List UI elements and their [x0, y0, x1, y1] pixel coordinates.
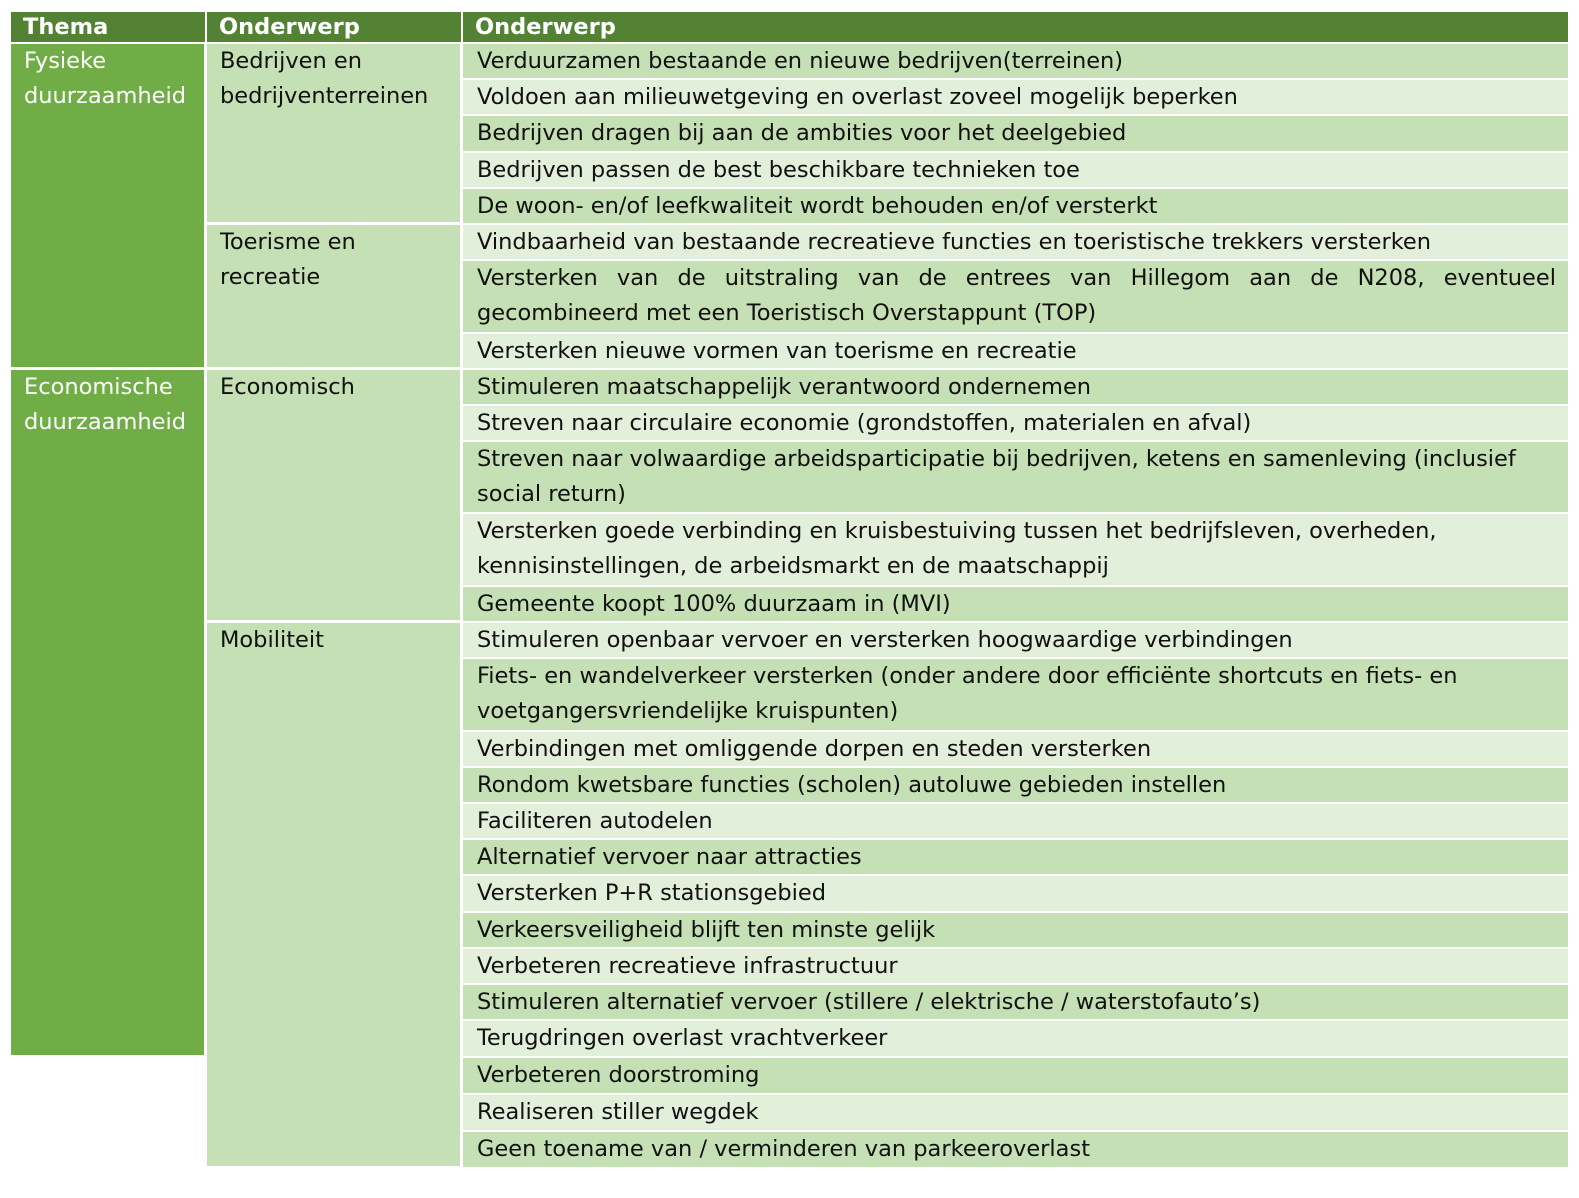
subject-label: Bedrijven en bedrijventerreinen [220, 48, 429, 109]
item-row [463, 840, 1568, 876]
item-text: Terugdringen overlast vrachtverkeer [477, 1025, 888, 1052]
item-row [463, 913, 1568, 949]
item-row [463, 189, 1568, 225]
item-row [463, 949, 1568, 985]
header-thema: Thema [11, 12, 207, 44]
item-text: Versterken nieuwe vormen van toerisme en recreatie [477, 337, 1077, 364]
item-text: Bedrijven dragen bij aan de ambities voor het deelgebied [477, 120, 1127, 147]
item-row [463, 659, 1568, 731]
item-row [463, 44, 1568, 80]
item-text: Verbindingen met omliggende dorpen en steden versterken [477, 735, 1152, 762]
item-text: Verbeteren doorstroming [477, 1062, 760, 1089]
item-row [463, 442, 1568, 514]
item-row [463, 153, 1568, 189]
header-onderwerp-detail: Onderwerp [463, 12, 1568, 44]
theme-cell [11, 44, 207, 370]
item-text: Voldoen aan milieuwetgeving en overlast zoveel mogelijk beperken [477, 84, 1238, 111]
item-row [463, 985, 1568, 1021]
item-text: Versterken van de uitstraling van de entrees van Hillegom aan de N208, eventueel gecombineerd met een Toeristisch Overstappunt (TOP) [477, 265, 1556, 327]
item-text: Realiseren stiller wegdek [477, 1099, 759, 1126]
subject-cell [207, 225, 463, 370]
subject-cell [207, 623, 463, 1169]
item-row [463, 1095, 1568, 1132]
item-row [463, 80, 1568, 116]
item-row [463, 334, 1568, 370]
subject-cell [207, 370, 463, 623]
item-text: Streven naar volwaardige arbeidsparticipatie bij bedrijven, ketens en samenleving (inclusief social return) [477, 446, 1516, 508]
item-row [463, 587, 1568, 623]
item-row [463, 732, 1568, 768]
subject-label: Toerisme en recreatie [220, 228, 356, 290]
item-text: Faciliteren autodelen [477, 807, 713, 834]
item-text: Alternatief vervoer naar attracties [477, 844, 862, 871]
subject-label: Economisch [220, 373, 355, 400]
item-row [463, 514, 1568, 586]
item-text: Stimuleren maatschappelijk verantwoord ondernemen [477, 373, 1092, 400]
item-text: Stimuleren openbaar vervoer en versterken hoogwaardige verbindingen [477, 627, 1293, 653]
item-text: Streven naar circulaire economie (grondstoffen, materialen en afval) [477, 409, 1252, 436]
item-row [463, 804, 1568, 840]
item-text: Rondom kwetsbare functies (scholen) autoluwe gebieden instellen [477, 771, 1227, 798]
item-row [463, 1132, 1568, 1169]
item-row [463, 225, 1568, 261]
item-text: Verkeersveiligheid blijft ten minste gelijk [477, 916, 936, 943]
item-row [463, 876, 1568, 912]
item-text: Versterken goede verbinding en kruisbestuiving tussen het bedrijfsleven, overheden, kennisinstellingen, de arbeidsmarkt en de maatschappij [477, 518, 1437, 580]
item-row [463, 406, 1568, 442]
item-text: Verduurzamen bestaande en nieuwe bedrijven(terreinen) [477, 48, 1124, 74]
header-onderwerp: Onderwerp [207, 12, 463, 44]
item-row [463, 370, 1568, 406]
subject-label: Mobiliteit [220, 627, 324, 653]
item-text: Versterken P+R stationsgebied [477, 880, 827, 907]
item-text: De woon- en/of leefkwaliteit wordt behouden en/of versterkt [477, 192, 1158, 219]
theme-label: Fysieke duurzaamheid [24, 48, 186, 109]
item-row [463, 768, 1568, 804]
item-row [463, 1058, 1568, 1095]
sustainability-table [11, 12, 1568, 1169]
item-row [463, 261, 1568, 333]
item-text: Fiets- en wandelverkeer versterken (onder andere door efficiënte shortcuts en fiets- en voetgangersvriendelijke kruispunten) [477, 663, 1458, 725]
item-text: Bedrijven passen de best beschikbare technieken toe [477, 156, 1080, 183]
item-row [463, 623, 1568, 659]
item-row [463, 116, 1568, 152]
item-text: Vindbaarheid van bestaande recreatieve functies en toeristische trekkers versterken [477, 228, 1432, 255]
item-text: Verbeteren recreatieve infrastructuur [477, 952, 898, 979]
theme-label: Economische duurzaamheid [24, 373, 186, 435]
item-row [463, 1021, 1568, 1058]
theme-cell [11, 370, 207, 1058]
item-text: Gemeente koopt 100% duurzaam in (MVI) [477, 590, 951, 617]
item-text: Stimuleren alternatief vervoer (stillere / elektrische / waterstofauto’s) [477, 988, 1261, 1015]
item-text: Geen toename van / verminderen van parkeeroverlast [477, 1136, 1091, 1163]
subject-cell [207, 44, 463, 225]
